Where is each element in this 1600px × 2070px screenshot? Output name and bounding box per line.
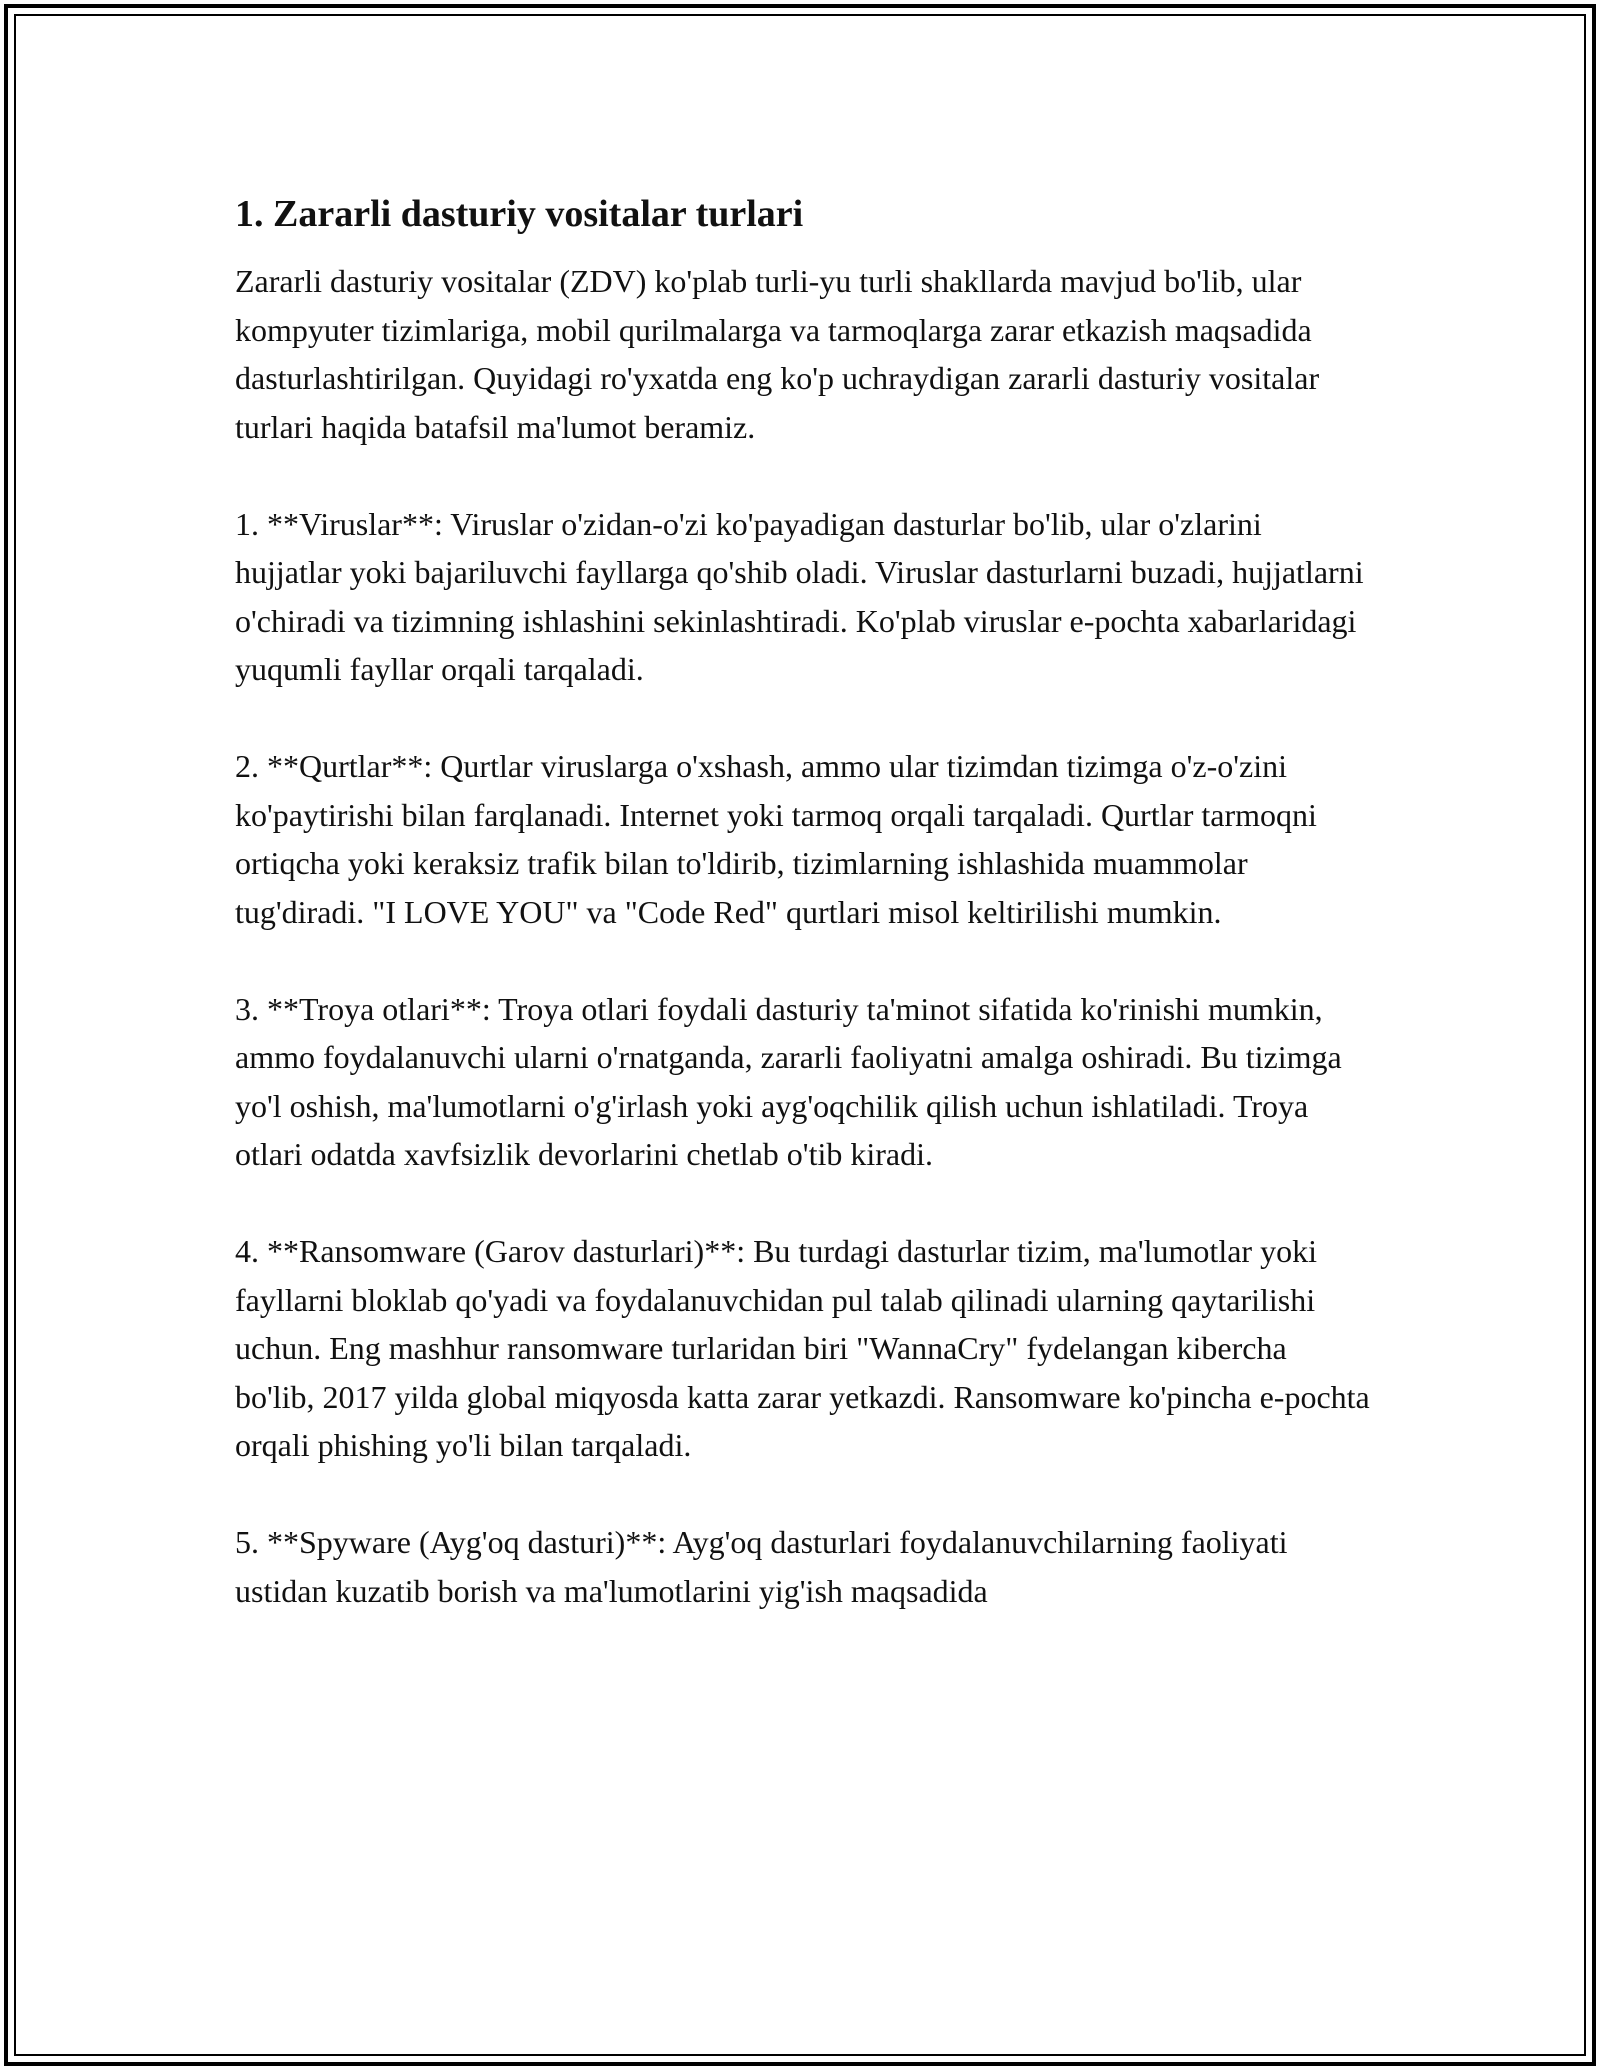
list-item-trojans: 3. **Troya otlari**: Troya otlari foydali dasturiy ta'minot sifatida ko'rinishi mumkin, ammo foydalanuvchi ularni o'rnatganda, zararli faoliyatni amalga oshiradi. Bu tizimga yo'l oshish, ma'lumotlarni o'g'irlash yoki ayg'oqchilik qilish uchun ishlatiladi. Troya otlari odatda xavfsizlik devorlarini chetlab o'tib kiradi.: [235, 990, 1342, 1172]
list-item-ransomware: 4. **Ransomware (Garov dasturlari)**: Bu turdagi dasturlar tizim, ma'lumotlar yoki fayllarni bloklab qo'yadi va foydalanuvchidan pul talab qilinadi ularning qaytarilishi uchun. Eng mashhur ransomware turlaridan biri "WannaCry" fydelangan kiberchа bo'lib, 2017 yilda global miqyosda katta zarar yetkazdi. Ransomware ko'pincha e-pochta orqali phishing yo'li bilan tarqaladi.: [235, 1233, 1370, 1463]
document-body: [235, 188, 1370, 1615]
list-item-worms: 2. **Qurtlar**: Qurtlar viruslarga o'xshash, ammo ular tizimdan tizimga o'z-o'zini ko'paytirishi bilan farqlanadi. Internet yoki tarmoq orqali tarqaladi. Qurtlar tarmoqni ortiqcha yoki keraksiz trafik bilan to'ldirib, tizimlarning ishlashida muammolar tug'diradi. "I LOVE YOU" va "Code Red" qurtlari misol keltirilishi mumkin.: [235, 748, 1317, 930]
list-item-viruses: 1. **Viruslar**: Viruslar o'zidan-o'zi ko'payadigan dasturlar bo'lib, ular o'zlarini hujjatlar yoki bajariluvchi fayllarga qo'shib oladi. Viruslar dasturlarni buzadi, hujjatlarni o'chiradi va tizimning ishlashini sekinlashtiradi. Ko'plab viruslar e-pochta xabarlaridagi yuqumli fayllar orqali tarqaladi.: [235, 505, 1364, 687]
list-item-spyware: 5. **Spyware (Ayg'oq dasturi)**: Ayg'oq dasturlari foydalanuvchilarning faoliyati ustidan kuzatib borish va ma'lumotlarini yig'ish maqsadida: [235, 1524, 1288, 1609]
intro-paragraph: Zararli dasturiy vositalar (ZDV) ko'plab turli-yu turli shakllarda mavjud bo'lib, ular kompyuter tizimlariga, mobil qurilmalarga va tarmoqlarga zarar etkazish maqsadida dasturlashtirilgan. Quyidagi ro'yxatda eng ko'p uchraydigan zararli dasturiy vositalar turlari haqida batafsil ma'lumot beramiz.: [235, 263, 1320, 445]
section-title: 1. Zararli dasturiy vositalar turlari: [235, 193, 804, 235]
